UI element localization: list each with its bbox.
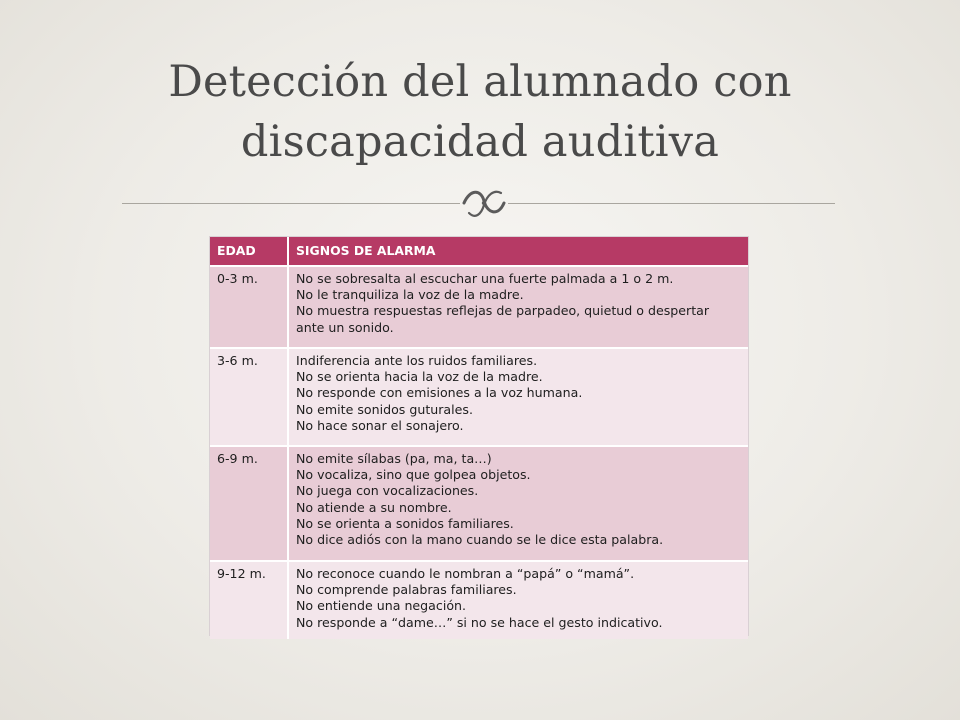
age-cell: 0-3 m. — [210, 266, 288, 348]
swirl-ornament-icon — [461, 185, 507, 221]
sign-line: No hace sonar el sonajero. — [296, 417, 464, 433]
title-line-2: discapacidad auditiva — [240, 117, 720, 167]
title-line-1: Detección del alumnado con — [168, 57, 792, 107]
title-divider-left — [122, 203, 460, 204]
table-row — [210, 266, 748, 348]
alarm-signs-table — [210, 237, 748, 639]
sign-line: No emite sonidos guturales. — [296, 401, 473, 417]
age-cell: 3-6 m. — [210, 348, 288, 446]
sign-line: No muestra respuestas reflejas de parpadeo, quietud o despertar — [296, 303, 710, 319]
sign-line: No se orienta a sonidos familiares. — [296, 515, 514, 531]
sign-line: ante un sonido. — [296, 319, 394, 335]
sign-line: No vocaliza, sino que golpea objetos. — [296, 467, 531, 483]
sign-line: Indiferencia ante los ruidos familiares. — [296, 353, 538, 368]
page-title — [60, 52, 900, 172]
alarm-signs-table-container — [209, 236, 749, 636]
table-row — [210, 446, 748, 561]
sign-line: No dice adiós con la mano cuando se le dice esta palabra. — [296, 532, 664, 548]
sign-line: No entiende una negación. — [296, 598, 467, 614]
sign-line: No responde a “dame…” si no se hace el gesto indicativo. — [296, 614, 663, 630]
sign-line: No emite sílabas (pa, ma, ta…) — [296, 451, 492, 466]
sign-line: No juega con vocalizaciones. — [296, 483, 479, 499]
sign-line: No reconoce cuando le nombran a “papá” o “mamá”. — [296, 566, 635, 581]
age-cell: 9-12 m. — [210, 561, 288, 639]
sign-line: No comprende palabras familiares. — [296, 582, 517, 598]
sign-line: No se sobresalta al escuchar una fuerte palmada a 1 o 2 m. — [296, 271, 674, 286]
signs-cell — [288, 266, 748, 348]
title-divider-right — [508, 203, 835, 204]
table-row — [210, 348, 748, 446]
sign-line: No se orienta hacia la voz de la madre. — [296, 369, 543, 385]
sign-line: No le tranquiliza la voz de la madre. — [296, 287, 524, 303]
sign-line: No atiende a su nombre. — [296, 499, 452, 515]
signs-cell — [288, 561, 748, 639]
signs-cell — [288, 446, 748, 561]
table-header-row — [210, 237, 748, 266]
header-age: EDAD — [210, 237, 288, 266]
sign-line: No responde con emisiones a la voz humana. — [296, 385, 583, 401]
age-cell: 6-9 m. — [210, 446, 288, 561]
table-row — [210, 561, 748, 639]
header-alarm-signs: SIGNOS DE ALARMA — [288, 237, 748, 266]
signs-cell — [288, 348, 748, 446]
